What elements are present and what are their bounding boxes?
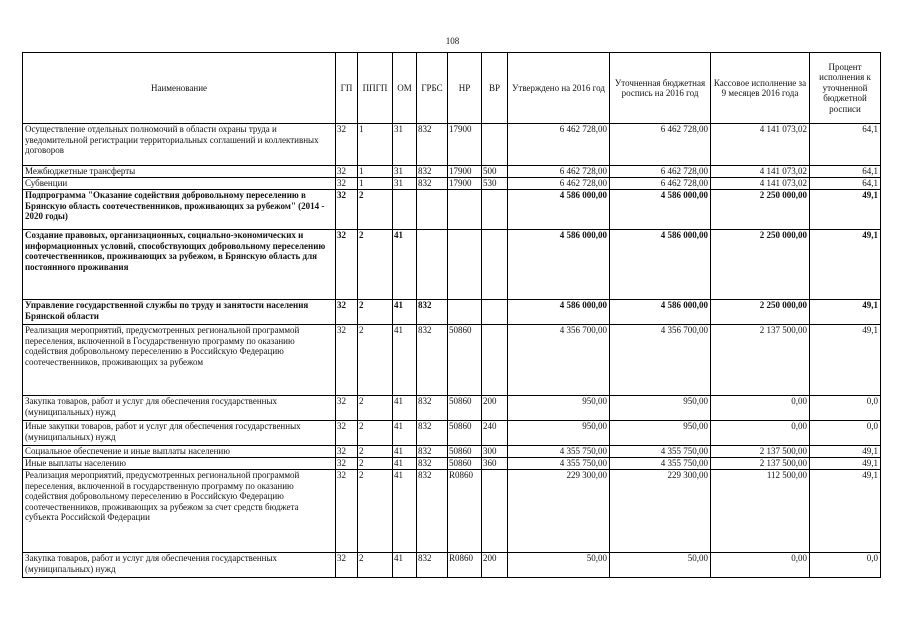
- cell-om: 41: [393, 470, 417, 553]
- cell-gp: 32: [336, 230, 358, 300]
- cell-nr: R0860: [448, 553, 482, 578]
- cell-om: 31: [393, 178, 417, 190]
- cell-refined: 6 462 728,00: [610, 166, 711, 178]
- cell-approved: 4 586 000,00: [508, 190, 610, 230]
- cell-approved: 6 462 728,00: [508, 178, 610, 190]
- cell-approved: 4 356 700,00: [508, 325, 610, 396]
- table-row: [23, 325, 881, 396]
- cell-name: Субвенции: [23, 178, 336, 190]
- cell-cash: 2 137 500,00: [711, 325, 810, 396]
- cell-approved: 950,00: [508, 421, 610, 446]
- cell-nr: [448, 190, 482, 230]
- cell-ppgp: 2: [358, 446, 393, 458]
- cell-grbs: 832: [417, 553, 448, 578]
- cell-gp: 32: [336, 553, 358, 578]
- column-header-cash: Кассовое исполнение за 9 месяцев 2016 года: [711, 53, 810, 124]
- column-header-refined: Уточненная бюджетная роспись на 2016 год: [610, 53, 711, 124]
- cell-percent: 64,1: [810, 166, 881, 178]
- column-header-vr: ВР: [482, 53, 508, 124]
- cell-percent: 64,1: [810, 124, 881, 166]
- cell-gp: 32: [336, 166, 358, 178]
- cell-nr: 50860: [448, 421, 482, 446]
- column-header-om: ОМ: [393, 53, 417, 124]
- cell-om: [393, 190, 417, 230]
- cell-gp: 32: [336, 470, 358, 553]
- table-row: [23, 124, 881, 166]
- column-header-percent: Процент исполнения к уточненной бюджетной росписи: [810, 53, 881, 124]
- cell-name: Подпрограмма "Оказание содействия добровольному переселению в Брянскую область соотечественников, проживающих за рубежом" (2014 - 2020 годы): [23, 190, 336, 230]
- cell-percent: 0,0: [810, 421, 881, 446]
- cell-grbs: 832: [417, 446, 448, 458]
- cell-vr: 200: [482, 553, 508, 578]
- cell-cash: 0,00: [711, 553, 810, 578]
- cell-cash: 4 141 073,02: [711, 178, 810, 190]
- cell-approved: 6 462 728,00: [508, 166, 610, 178]
- cell-om: 41: [393, 230, 417, 300]
- cell-cash: 0,00: [711, 421, 810, 446]
- cell-grbs: 832: [417, 166, 448, 178]
- column-header-nr: НР: [448, 53, 482, 124]
- cell-nr: 50860: [448, 458, 482, 470]
- cell-ppgp: 2: [358, 421, 393, 446]
- cell-refined: 6 462 728,00: [610, 178, 711, 190]
- budget-table: [22, 52, 881, 578]
- cell-gp: 32: [336, 421, 358, 446]
- column-header-grbs: ГРБС: [417, 53, 448, 124]
- cell-nr: 50860: [448, 325, 482, 396]
- cell-refined: 50,00: [610, 553, 711, 578]
- cell-vr: 240: [482, 421, 508, 446]
- cell-ppgp: 2: [358, 396, 393, 421]
- cell-percent: 64,1: [810, 178, 881, 190]
- cell-name: Реализация мероприятий, предусмотренных региональной программой переселения, включенной в государственную программу по оказанию содействия добровольному переселению в Российскую Федерацию соотечественников, проживающих за рубежом за счет средств бюджета субъекта Российской Федерации: [23, 470, 336, 553]
- cell-approved: 4 355 750,00: [508, 446, 610, 458]
- cell-vr: [482, 300, 508, 325]
- table-body: [23, 124, 881, 578]
- cell-percent: 0,0: [810, 553, 881, 578]
- cell-gp: 32: [336, 458, 358, 470]
- table-header-row: [23, 53, 881, 124]
- cell-name: Осуществление отдельных полномочий в области охраны труда и уведомительной регистрации территориальных соглашений и коллективных договоров: [23, 124, 336, 166]
- cell-refined: 4 356 700,00: [610, 325, 711, 396]
- cell-ppgp: 2: [358, 325, 393, 396]
- cell-gp: 32: [336, 190, 358, 230]
- cell-vr: [482, 470, 508, 553]
- cell-grbs: 832: [417, 300, 448, 325]
- cell-grbs: 832: [417, 124, 448, 166]
- cell-grbs: 832: [417, 470, 448, 553]
- cell-grbs: 832: [417, 396, 448, 421]
- cell-vr: 200: [482, 396, 508, 421]
- cell-ppgp: 2: [358, 470, 393, 553]
- cell-om: 41: [393, 458, 417, 470]
- cell-om: 41: [393, 396, 417, 421]
- cell-percent: 49,1: [810, 446, 881, 458]
- cell-vr: [482, 230, 508, 300]
- cell-vr: [482, 124, 508, 166]
- cell-grbs: [417, 230, 448, 300]
- cell-gp: 32: [336, 300, 358, 325]
- cell-percent: 49,1: [810, 325, 881, 396]
- table-row: [23, 166, 881, 178]
- column-header-ppgp: ППГП: [358, 53, 393, 124]
- cell-om: 41: [393, 421, 417, 446]
- cell-vr: 500: [482, 166, 508, 178]
- cell-grbs: 832: [417, 458, 448, 470]
- table-row: [23, 446, 881, 458]
- cell-approved: 4 586 000,00: [508, 230, 610, 300]
- cell-ppgp: 1: [358, 178, 393, 190]
- cell-approved: 4 586 000,00: [508, 300, 610, 325]
- cell-nr: [448, 230, 482, 300]
- cell-approved: 6 462 728,00: [508, 124, 610, 166]
- cell-ppgp: 2: [358, 190, 393, 230]
- cell-nr: 50860: [448, 396, 482, 421]
- cell-percent: 49,1: [810, 458, 881, 470]
- cell-ppgp: 1: [358, 124, 393, 166]
- cell-cash: 2 250 000,00: [711, 230, 810, 300]
- cell-ppgp: 1: [358, 166, 393, 178]
- cell-name: Управление государственной службы по труду и занятости населения Брянской области: [23, 300, 336, 325]
- cell-name: Закупка товаров, работ и услуг для обеспечения государственных (муниципальных) нужд: [23, 396, 336, 421]
- cell-ppgp: 2: [358, 553, 393, 578]
- table-row: [23, 553, 881, 578]
- cell-name: Межбюджетные трансферты: [23, 166, 336, 178]
- column-header-gp: ГП: [336, 53, 358, 124]
- cell-grbs: 832: [417, 178, 448, 190]
- cell-refined: 4 355 750,00: [610, 458, 711, 470]
- cell-gp: 32: [336, 396, 358, 421]
- cell-gp: 32: [336, 124, 358, 166]
- page-number: 108: [445, 36, 460, 46]
- cell-cash: 2 137 500,00: [711, 458, 810, 470]
- cell-grbs: 832: [417, 421, 448, 446]
- cell-percent: 49,1: [810, 470, 881, 553]
- cell-cash: 2 250 000,00: [711, 190, 810, 230]
- cell-cash: 2 250 000,00: [711, 300, 810, 325]
- table-row: [23, 178, 881, 190]
- cell-nr: [448, 300, 482, 325]
- cell-cash: 0,00: [711, 396, 810, 421]
- cell-vr: 300: [482, 446, 508, 458]
- cell-name: Иные выплаты населению: [23, 458, 336, 470]
- cell-gp: 32: [336, 446, 358, 458]
- cell-cash: 4 141 073,02: [711, 124, 810, 166]
- cell-approved: 50,00: [508, 553, 610, 578]
- cell-om: 31: [393, 124, 417, 166]
- cell-name: Закупка товаров, работ и услуг для обеспечения государственных (муниципальных) нужд: [23, 553, 336, 578]
- cell-percent: 49,1: [810, 300, 881, 325]
- cell-name: Создание правовых, организационных, социально-экономических и информационных условий, способствующих добровольному переселению соотечественников, проживающих за рубежом, в Брянскую область для постоянного проживания: [23, 230, 336, 300]
- cell-grbs: 832: [417, 325, 448, 396]
- cell-vr: [482, 190, 508, 230]
- table-row: [23, 458, 881, 470]
- cell-approved: 4 355 750,00: [508, 458, 610, 470]
- cell-refined: 229 300,00: [610, 470, 711, 553]
- cell-nr: 50860: [448, 446, 482, 458]
- cell-om: 41: [393, 553, 417, 578]
- cell-refined: 4 586 000,00: [610, 190, 711, 230]
- cell-refined: 4 586 000,00: [610, 230, 711, 300]
- cell-cash: 112 500,00: [711, 470, 810, 553]
- cell-name: Социальное обеспечение и иные выплаты населению: [23, 446, 336, 458]
- cell-percent: 49,1: [810, 230, 881, 300]
- cell-cash: 4 141 073,02: [711, 166, 810, 178]
- cell-ppgp: 2: [358, 458, 393, 470]
- cell-om: 41: [393, 300, 417, 325]
- cell-grbs: [417, 190, 448, 230]
- cell-nr: R0860: [448, 470, 482, 553]
- cell-om: 41: [393, 446, 417, 458]
- cell-om: 41: [393, 325, 417, 396]
- table-row: [23, 230, 881, 300]
- cell-nr: 17900: [448, 124, 482, 166]
- cell-percent: 49,1: [810, 190, 881, 230]
- cell-ppgp: 2: [358, 300, 393, 325]
- cell-name: Реализация мероприятий, предусмотренных региональной программой переселения, включенной в Государственную программу по оказанию содействия добровольному переселению в Российскую Федерацию соотечественников, проживающих за рубежом: [23, 325, 336, 396]
- cell-vr: 360: [482, 458, 508, 470]
- cell-om: 31: [393, 166, 417, 178]
- column-header-name: Наименование: [23, 53, 336, 124]
- cell-refined: 4 355 750,00: [610, 446, 711, 458]
- table-row: [23, 396, 881, 421]
- cell-percent: 0,0: [810, 396, 881, 421]
- cell-name: Иные закупки товаров, работ и услуг для обеспечения государственных (муниципальных) нужд: [23, 421, 336, 446]
- cell-vr: 530: [482, 178, 508, 190]
- cell-refined: 6 462 728,00: [610, 124, 711, 166]
- cell-ppgp: 2: [358, 230, 393, 300]
- cell-nr: 17900: [448, 178, 482, 190]
- cell-cash: 2 137 500,00: [711, 446, 810, 458]
- column-header-approved: Утверждено на 2016 год: [508, 53, 610, 124]
- cell-nr: 17900: [448, 166, 482, 178]
- table-row: [23, 421, 881, 446]
- table-row: [23, 470, 881, 553]
- cell-approved: 950,00: [508, 396, 610, 421]
- cell-gp: 32: [336, 325, 358, 396]
- table-row: [23, 190, 881, 230]
- cell-refined: 950,00: [610, 396, 711, 421]
- cell-refined: 4 586 000,00: [610, 300, 711, 325]
- cell-gp: 32: [336, 178, 358, 190]
- table-row: [23, 300, 881, 325]
- cell-refined: 950,00: [610, 421, 711, 446]
- cell-vr: [482, 325, 508, 396]
- cell-approved: 229 300,00: [508, 470, 610, 553]
